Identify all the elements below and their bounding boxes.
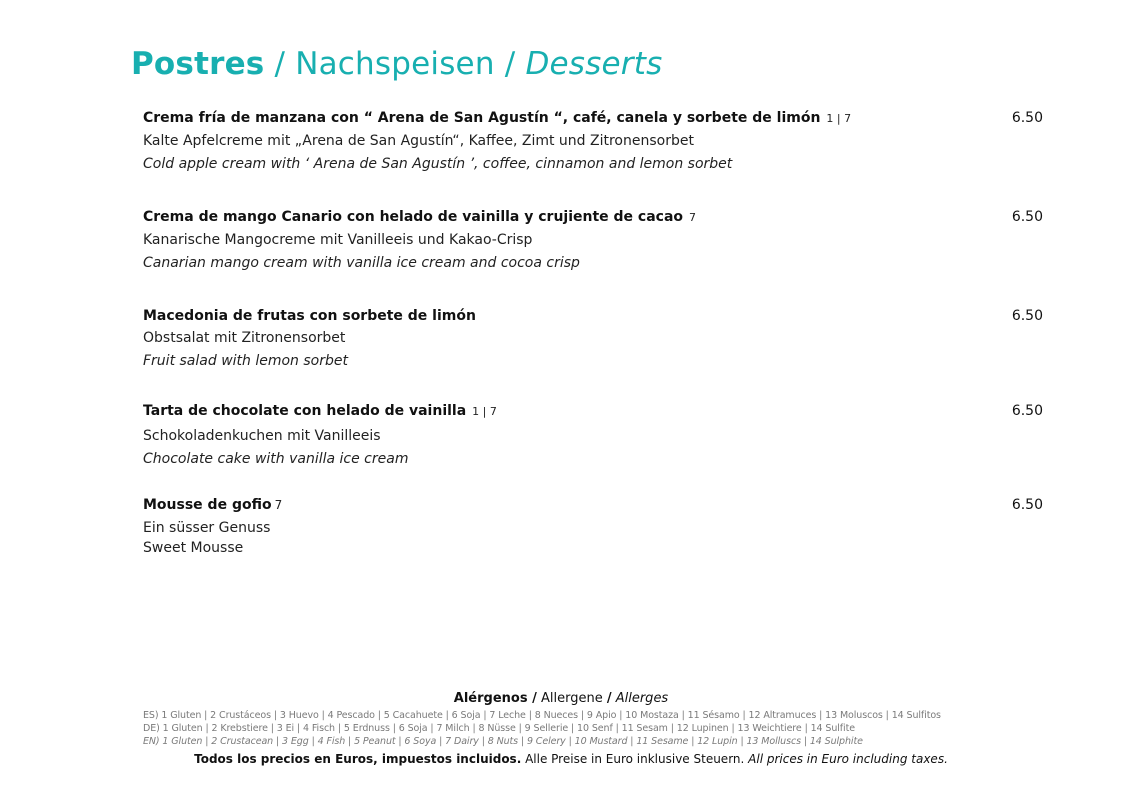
item-name-es	[143, 494, 1043, 516]
title-german: Nachspeisen	[295, 46, 495, 82]
allergen-list-es: ES) 1 Gluten | 2 Crustáceos | 3 Huevo | 4 Pescado | 5 Cacahuete | 6 Soja | 7 Leche | 8 Nueces | 9 Apio | 10 Mostaza | 11 Sésamo | 12 Altramuces | 13 Moluscos | 14 Sulfitos	[143, 710, 941, 721]
item-allergen-codes: 7	[274, 498, 283, 512]
title-spanish: Postres	[131, 46, 265, 82]
menu-item	[143, 305, 1043, 373]
menu-item	[143, 400, 1043, 471]
allergens-title	[0, 689, 1122, 709]
item-name-text: Crema fría de manzana con “ Arena de San Agustín “, café, canela y sorbete de limón	[143, 110, 821, 126]
item-name-text: Crema de mango Canario con helado de vainilla y crujiente de cacao	[143, 209, 684, 225]
item-description-en: Chocolate cake with vanilla ice cream	[143, 451, 409, 467]
item-description-en: Canarian mango cream with vanilla ice cream and cocoa crisp	[143, 255, 580, 271]
allergens-title-en: Allerges	[611, 691, 669, 706]
item-price: 6.50	[1011, 308, 1043, 324]
allergens-legend	[143, 689, 1043, 748]
item-description-de: Ein süsser Genuss	[143, 520, 271, 536]
title-separator: /	[494, 46, 526, 82]
item-price: 6.50	[1011, 403, 1043, 419]
item-price: 6.50	[1011, 110, 1043, 126]
menu-item	[143, 107, 1043, 176]
item-description-en: Sweet Mousse	[143, 540, 244, 556]
price-note	[0, 750, 1122, 768]
allergen-list-de: DE) 1 Gluten | 2 Krebstiere | 3 Ei | 4 Fisch | 5 Erdnuss | 6 Soja | 7 Milch | 8 Nüsse | 9 Sellerie | 10 Senf | 11 Sesam | 12 Lupinen | 13 Weichtiere | 14 Sulfite	[143, 723, 855, 734]
item-description-en: Cold apple cream with ‘ Arena de San Agustín ’, coffee, cinnamon and lemon sorbet	[143, 156, 733, 172]
allergens-title-es: Alérgenos /	[453, 691, 537, 706]
item-name-es	[143, 206, 1043, 229]
item-allergen-codes: 7	[689, 211, 697, 224]
item-name-text: Tarta de chocolate con helado de vainilla	[143, 403, 467, 419]
title-english: Desserts	[525, 46, 663, 82]
item-description-de: Schokoladenkuchen mit Vanilleeis	[143, 428, 381, 444]
item-price: 6.50	[1011, 497, 1043, 513]
item-name-text: Mousse de gofio	[143, 497, 272, 513]
allergens-title-de: Allergene	[536, 691, 607, 706]
item-price: 6.50	[1011, 209, 1043, 225]
allergen-list-en: EN) 1 Gluten | 2 Crustacean | 3 Egg | 4 Fish | 5 Peanut | 6 Soya | 7 Dairy | 8 Nuts | 9 Celery | 10 Mustard | 11 Sesame | 12 Lupin | 13 Molluscs | 14 Sulphite	[143, 736, 863, 747]
item-description-en: Fruit salad with lemon sorbet	[143, 353, 348, 369]
item-allergen-codes: 1 | 7	[826, 112, 852, 125]
item-name-text: Macedonia de frutas con sorbete de limón	[143, 308, 476, 324]
menu-item	[143, 206, 1043, 275]
menu-item	[143, 494, 1043, 558]
price-note-de: Alle Preise in Euro inklusive Steuern.	[521, 752, 749, 766]
price-note-es: Todos los precios en Euros, impuestos incluidos.	[194, 752, 522, 766]
item-name-es	[143, 107, 1043, 130]
page-title	[131, 40, 662, 88]
allergens-title-separator: /	[606, 691, 612, 706]
item-description-de: Kanarische Mangocreme mit Vanilleeis und Kakao-Crisp	[143, 232, 533, 248]
item-description-de: Kalte Apfelcreme mit „Arena de San Agustín“, Kaffee, Zimt und Zitronensorbet	[143, 133, 694, 149]
item-allergen-codes: 1 | 7	[472, 405, 497, 418]
price-note-en: All prices in Euro including taxes.	[748, 752, 948, 766]
title-separator: /	[264, 46, 296, 82]
item-name-es	[143, 400, 1043, 423]
item-description-de: Obstsalat mit Zitronensorbet	[143, 330, 346, 346]
item-name-es	[143, 305, 1043, 327]
